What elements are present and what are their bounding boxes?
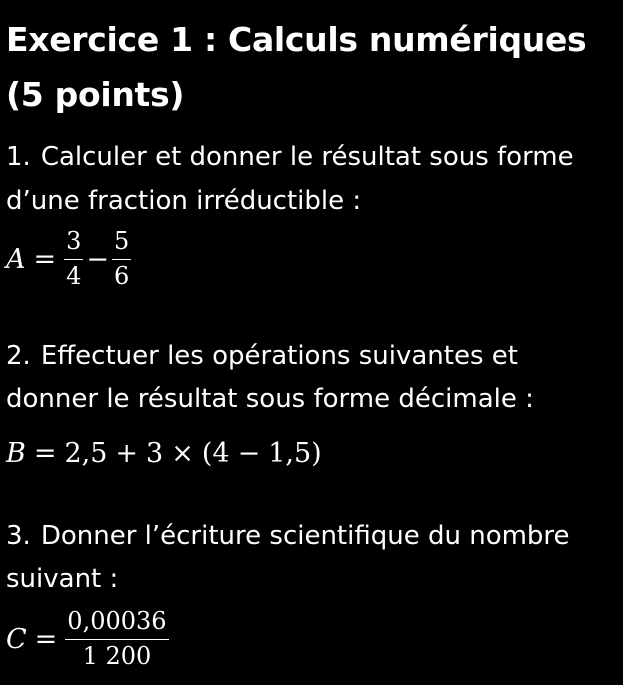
formula-b-term-b: 3	[146, 438, 164, 469]
formula-c	[6, 608, 169, 671]
formula-b-paren-open: (4	[201, 438, 230, 469]
item-3-number: 3.	[6, 521, 31, 551]
formula-b-minus: −	[237, 438, 261, 469]
item-2-text-line-2: donner le résultat sous forme décimale :	[6, 384, 534, 414]
formula-b-times: ×	[171, 438, 194, 469]
fraction-1-denominator: 4	[66, 262, 82, 291]
formula-b-term-a: 2,5	[64, 438, 108, 469]
item-2-line-1	[6, 335, 621, 378]
fraction-2-numerator: 5	[114, 227, 130, 255]
fraction-2-denominator: 6	[114, 262, 130, 291]
item-3-text-line-1: Donner l’écriture scientifique du nombre	[40, 521, 570, 551]
exercise-title: Exercice 1 : Calculs numériques (5 points)	[6, 20, 587, 114]
formula-b-term-c: 1,5)	[268, 438, 322, 469]
formula-a	[6, 228, 131, 291]
fraction-c-numerator: 0,00036	[67, 607, 167, 635]
item-1-number: 1.	[6, 142, 31, 172]
formula-a-fraction-1	[64, 228, 83, 291]
formula-b	[6, 438, 322, 469]
formula-a-equals: =	[33, 243, 57, 275]
formula-a-minus: −	[86, 243, 110, 275]
formula-c-equals: =	[34, 623, 58, 655]
item-1-line-1	[6, 136, 621, 179]
fraction-c-denominator: 1 200	[82, 642, 152, 671]
item-1-text-line-2: d’une fraction irréductible :	[6, 186, 362, 216]
item-3-text-line-2: suivant :	[6, 564, 119, 594]
item-2-number: 2.	[6, 341, 31, 371]
formula-a-variable: A	[6, 243, 26, 275]
fraction-1-numerator: 3	[66, 227, 82, 255]
item-2-text-line-1: Effectuer les opérations suivantes et	[40, 341, 518, 371]
item-1-text-line-1: Calculer et donner le résultat sous forme	[40, 142, 574, 172]
formula-b-equals: =	[33, 438, 57, 469]
formula-c-fraction	[65, 608, 168, 671]
item-3-line-1	[6, 515, 621, 558]
formula-c-variable: C	[6, 623, 27, 655]
formula-b-variable: B	[6, 438, 26, 469]
formula-b-plus: +	[115, 438, 139, 469]
formula-a-fraction-2	[112, 228, 131, 291]
